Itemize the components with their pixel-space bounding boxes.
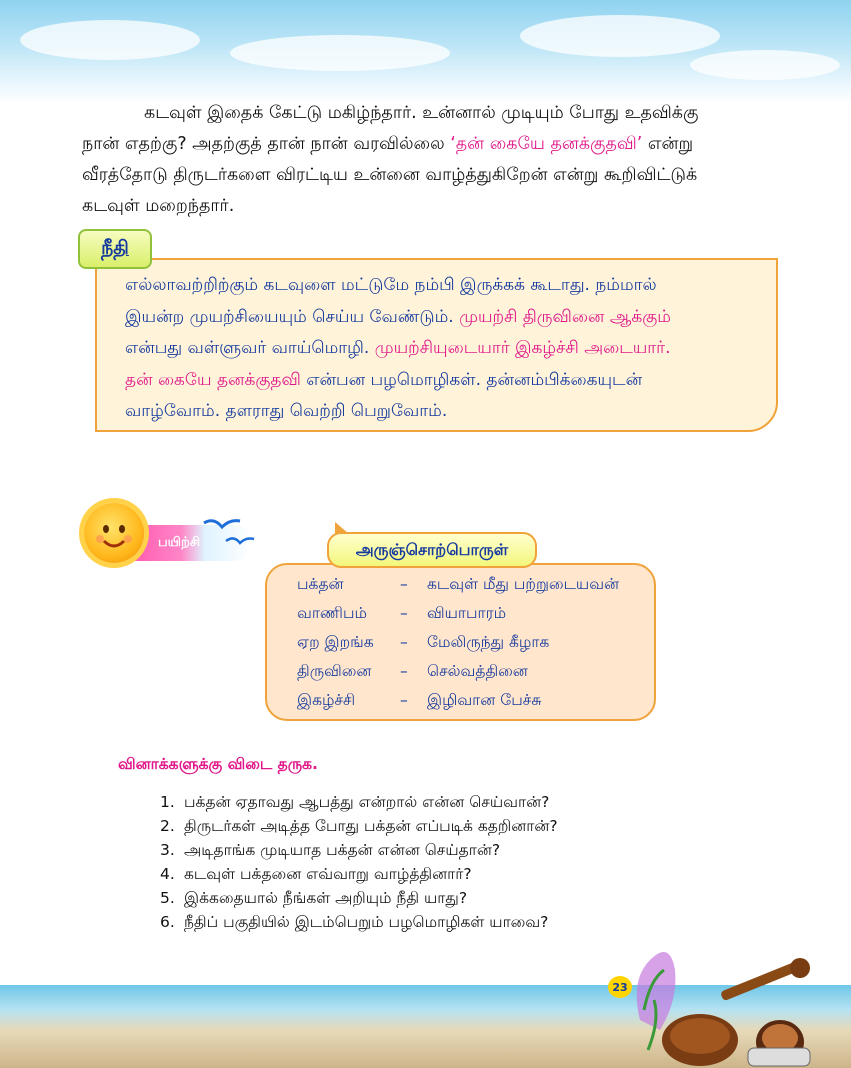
sun-icon [84,503,144,563]
moral-proverb: தன் கையே தனக்குதவி [125,369,301,390]
proverb-quote: ‘தன் கையே தனக்குதவி’ [450,134,643,154]
question-item [160,814,558,838]
moral-box [95,258,778,432]
glossary-dash: – [400,691,408,709]
cloud [690,50,840,80]
glossary-word: திருவினை [297,662,372,680]
glossary-word: பக்தன் [297,575,344,593]
story-line: நான் எதற்கு? அதற்குத் தான் நான் வரவில்லை [82,134,451,154]
moral-text: என்பன பழமொழிகள். தன்னம்பிக்கையுடன் [300,369,643,390]
questions-heading: வினாக்களுக்கு விடை தருக. [118,755,318,773]
question-item [160,886,558,910]
question-number: 2. [160,817,175,835]
question-text: நீதிப் பகுதியில் இடம்பெறும் பழமொழிகள் யாவை? [184,913,549,931]
question-number: 6. [160,913,175,931]
sun-face-icon [84,503,144,563]
story-line: கடவுள் மறைந்தார். [82,196,235,216]
moral-proverb: முயற்சியுடையார் இகழ்ச்சி அடையார். [374,338,671,358]
glossary-word: இகழ்ச்சி [297,691,356,709]
glossary-dash: – [400,575,408,593]
questions-list [160,790,558,934]
glossary-dash: – [400,604,408,622]
glossary-dash: – [400,633,408,651]
moral-line [125,333,760,365]
glossary-meaning: கடவுள் மீது பற்றுடையவன் [427,575,620,593]
moral-tab: நீதி [78,229,152,269]
question-text: அடிதாங்க முடியாத பக்தன் என்ன செய்தான்? [184,841,501,859]
question-item [160,862,558,886]
moral-text: இயன்ற முயற்சியையும் செய்ய வேண்டும். [125,306,460,327]
question-text: கடவுள் பக்தனை எவ்வாறு வாழ்த்தினார்? [184,865,472,883]
question-number: 1. [160,793,175,811]
glossary-word: வாணிபம் [297,604,367,622]
question-number: 3. [160,841,175,859]
story-line: கடவுள் இதைக் கேட்டு மகிழ்ந்தார். உன்னால் முடியும் போது உதவிக்கு [144,103,699,123]
question-text: இக்கதையால் நீங்கள் அறியும் நீதி யாது? [184,889,468,907]
moral-proverb: முயற்சி திருவினை ஆக்கும் [459,306,671,327]
cloud [20,20,200,60]
glossary-meaning: இழிவான பேச்சு [427,691,542,709]
question-number: 4. [160,865,175,883]
cloud [520,15,720,57]
moral-line [125,302,760,334]
question-number: 5. [160,889,175,907]
sky-background [0,0,851,105]
moral-line [125,365,760,397]
question-text: திருடர்கள் அடித்த போது பக்தன் எப்படிக் கதறினான்? [184,817,558,835]
story-line: வீரத்தோடு திருடர்களை விரட்டிய உன்னை வாழ்த்துகிறேன் என்று கூறிவிட்டுக் [82,165,698,185]
page-number: 23 [608,976,632,998]
question-item [160,790,558,814]
cloud [230,35,450,71]
glossary-meaning: மேலிருந்து கீழாக [427,633,550,651]
glossary-dash: – [400,662,408,680]
moral-line: எல்லாவற்றிற்கும் கடவுளை மட்டுமே நம்பி இருக்கக் கூடாது. நம்மால் [125,275,657,295]
question-item [160,838,558,862]
moral-text: என்பது வள்ளுவர் வாய்மொழி. [125,338,375,358]
moral-line: வாழ்வோம். தளராது வெற்றி பெறுவோம். [125,401,448,421]
story-line: என்று [642,134,694,154]
glossary-title: அருஞ்சொற்பொருள் [327,532,537,568]
veena-illustration-icon [630,940,830,1068]
question-text: பக்தன் ஏதாவது ஆபத்து என்றால் என்ன செய்வான்? [184,793,550,811]
birds-icon [200,515,256,551]
glossary-word: ஏற இறங்க [297,633,374,651]
glossary-meaning: செல்வத்தினை [427,662,528,680]
question-item [160,910,558,934]
story-paragraph [82,98,772,222]
glossary-meaning: வியாபாரம் [427,604,507,622]
exercise-label: பயிற்சி [134,525,252,561]
